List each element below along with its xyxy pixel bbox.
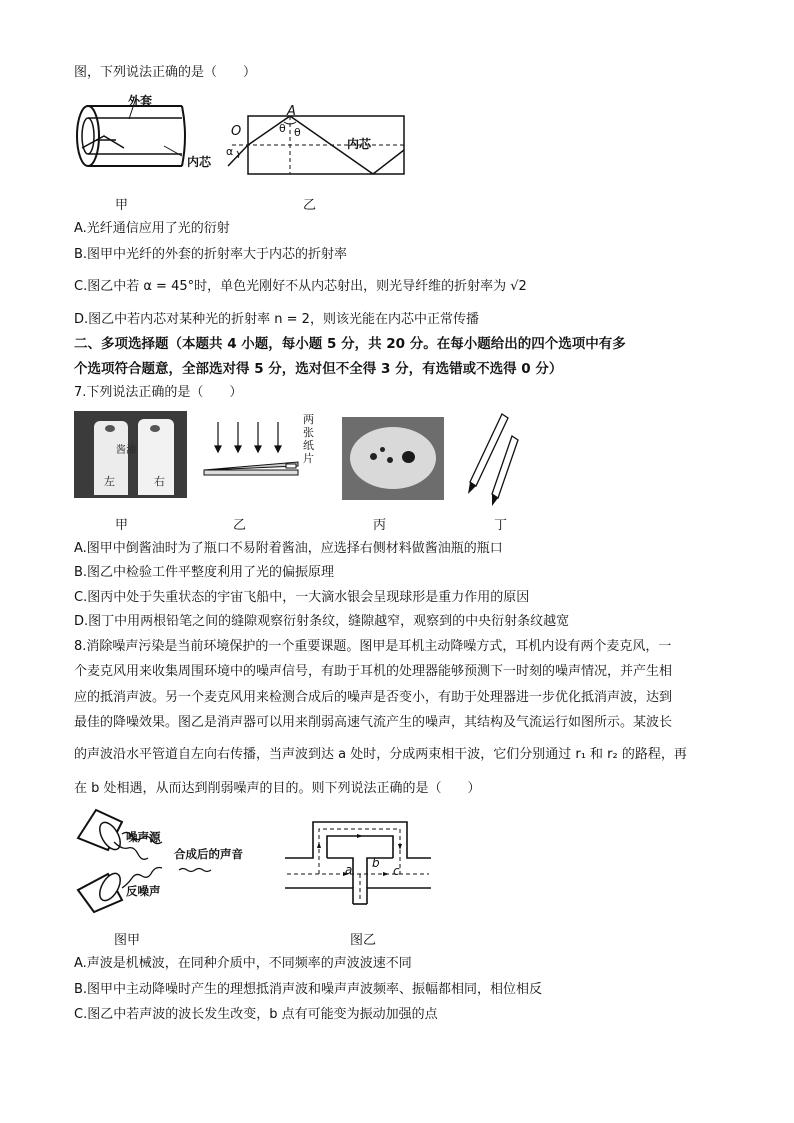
q7-option-c: C.图丙中处于失重状态的宇宙飞船中，一大滴水银会呈现球形是重力作用的原因 <box>74 590 530 605</box>
label-soy-sauce: 酱油 <box>116 445 136 456</box>
section2-heading-line2: 个选项符合题意，全部选对得 5 分，选对但不全得 3 分，有选错或不选得 0 分） <box>74 361 563 377</box>
label-a: a <box>345 863 353 877</box>
caption-yi: 乙 <box>303 198 317 213</box>
q8-stem-line3: 应的抵消声波。另一个麦克风用来检测合成后的噪声是否变小，有助于处理器进一步优化抵消声波，达到 <box>74 690 673 705</box>
q6-option-a: A.光纤通信应用了光的衍射 <box>74 221 230 236</box>
air-wedge-figure <box>202 420 302 490</box>
label-inner-core-jia: 内芯 <box>187 155 212 169</box>
q8-stem-line1: 8.消除噪声污染是当前环境保护的一个重要课题。图甲是耳机主动降噪方式，耳机内设有两个麦克风，一 <box>74 639 672 654</box>
noise-cancel-figure <box>74 808 264 918</box>
q7-caption-ding: 丁 <box>494 518 508 533</box>
q8-option-b: B.图甲中主动降噪时产生的理想抵消声波和噪声声波频率、振幅都相同，相位相反 <box>74 982 543 997</box>
q8-caption-yi: 图乙 <box>350 933 377 948</box>
q6-option-b: B.图甲中光纤的外套的折射率大于内芯的折射率 <box>74 247 348 262</box>
q7-option-a: A.图甲中倒酱油时为了瓶口不易附着酱油，应选择右侧材料做酱油瓶的瓶口 <box>74 541 503 556</box>
section2-heading-line1: 二、多项选择题（本题共 4 小题，每小题 5 分，共 20 分。在每小题给出的四个选项中有多 <box>74 336 626 352</box>
label-theta-2: θ <box>294 126 301 139</box>
mercury-dish-photo <box>342 417 444 500</box>
q6-option-c: C.图乙中若 α = 45°时，单色光刚好不从内芯射出，则光导纤维的折射率为 √2 <box>74 279 527 294</box>
q7-option-d: D.图丁中用两根铅笔之间的缝隙观察衍射条纹，缝隙越窄，观察到的中央衍射条纹越宽 <box>74 614 570 629</box>
fiber-figure-jia <box>74 96 224 186</box>
q7-stem: 7.下列说法正确的是（ ） <box>74 385 243 400</box>
label-two-paper-strips: 两张纸片 <box>303 413 314 465</box>
q6-intro: 图，下列说法正确的是（ ） <box>74 65 257 80</box>
label-alpha: α <box>226 145 234 158</box>
label-noise-source: 噪声源 <box>126 830 161 844</box>
q8-caption-jia: 图甲 <box>114 933 141 948</box>
label-b: b <box>372 856 380 870</box>
caption-jia: 甲 <box>115 198 129 213</box>
label-theta-1: θ <box>279 122 286 135</box>
q8-stem-line6: 在 b 处相遇，从而达到削弱噪声的目的。则下列说法正确的是（ ） <box>74 781 481 796</box>
q8-stem-line5: 的声波沿水平管道自左向右传播，当声波到达 a 处时，分成两束相干波，它们分别通过 r₁ 和 r₂ 的路程，再 <box>74 747 687 762</box>
q7-option-b: B.图乙中检验工件平整度利用了光的偏振原理 <box>74 565 335 580</box>
label-anti-noise: 反噪声 <box>126 884 161 898</box>
q7-caption-yi: 乙 <box>233 518 247 533</box>
q6-option-d: D.图乙中若内芯对某种光的折射率 n = 2，则该光能在内芯中正常传播 <box>74 312 479 327</box>
q7-caption-jia: 甲 <box>115 518 129 533</box>
label-left: 左 <box>104 475 115 488</box>
q7-caption-bing: 丙 <box>373 518 387 533</box>
pencils-figure <box>468 410 528 505</box>
q8-option-a: A.声波是机械波，在同种介质中，不同频率的声波波速不同 <box>74 956 412 971</box>
soy-bottles-photo <box>74 411 187 498</box>
label-combined-sound: 合成后的声音 <box>174 847 243 861</box>
q8-stem-line4: 最佳的降噪效果。图乙是消声器可以用来削弱高速气流产生的噪声，其结构及气流运行如图所示。某波长 <box>74 715 673 730</box>
label-A: A <box>287 104 296 119</box>
fiber-figure-yi <box>228 104 408 184</box>
label-c: c <box>393 864 400 878</box>
label-inner-core-yi: 内芯 <box>347 137 372 151</box>
q8-option-c: C.图乙中若声波的波长发生改变，b 点有可能变为振动加强的点 <box>74 1007 438 1022</box>
label-right: 右 <box>154 475 165 488</box>
muffler-figure <box>283 818 433 918</box>
label-outer-sleeve: 外套 <box>128 94 153 108</box>
q8-stem-line2: 个麦克风用来收集周围环境中的噪声信号，有助于耳机的处理器能够预测下一时刻的噪声情况，并产生相 <box>74 664 673 679</box>
label-O: O <box>231 124 242 139</box>
